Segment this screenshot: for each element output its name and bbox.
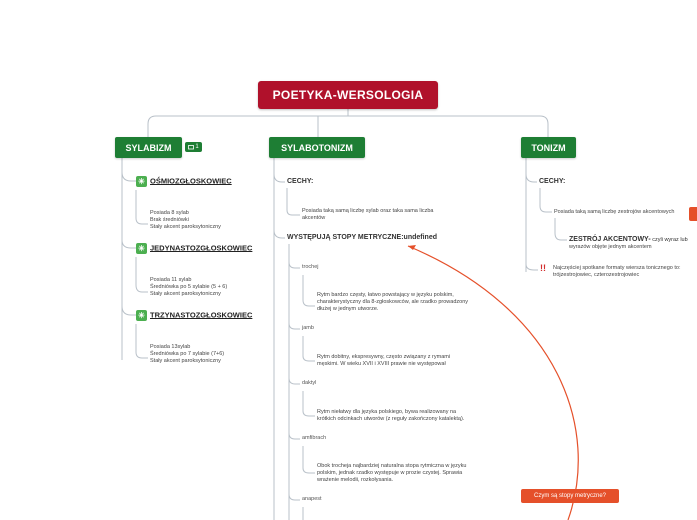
topic-tonizm[interactable] [521,137,576,158]
sparkle-icon: ✳ [136,176,147,187]
foot-trochej[interactable]: trochej [302,264,319,270]
tonizm-title: TONIZM [531,142,566,153]
tonizm-cechy-note: Posiada taką samą liczbę zestrojów akcentowych [554,209,675,215]
foot-jamb-note: Rytm dobitny, ekspresywny, często związany z rymami męskimi. W wieku XVII i XVIII prawie nie występował [317,354,451,367]
foot-daktyl-note: Rytm niełatwy dla języka polskiego, bywa realizowany na krótkich odcinkach utworów (z reguły zakończony katalektą). [317,409,465,422]
sylabizm-item-3[interactable]: ✳ TRZYNASTOZGŁOSKOWIEC [136,310,252,321]
foot-jamb[interactable]: jamb [302,325,314,331]
sparkle-icon: ✳ [136,243,147,254]
sylabizm-item-1-notes: Posiada 8 sylab Brak średniówki Stały akcent paroksytoniczny [150,210,221,230]
foot-anapest[interactable]: anapest [302,496,322,502]
comment-icon [188,145,194,150]
tonizm-formats-note: Najczęściej spotkane formaty wiersza tonicznego to: trójzestrojowiec, czterozestrojowiec [553,265,681,278]
collapsed-topic-marker[interactable] [689,207,697,221]
sylabotonizm-cechy-note: Posiada taką samą liczbę sylab oraz taka sama liczba akcentów [302,208,434,221]
foot-amfibrach[interactable]: amfibrach [302,435,327,441]
root-topic[interactable] [258,81,438,109]
sylabotonizm-cechy[interactable]: CECHY: [287,178,314,185]
topic-sylabizm[interactable] [115,137,182,158]
sylabizm-item-3-notes: Posiada 13sylab Średniówka po 7 sylabie (7+6) Stały akcent paroksytoniczny [150,344,225,364]
sylabotonizm-title: SYLABOTONIZM [281,142,353,153]
tonizm-zestroj-note: wyrazów objęte jednym akcentem [569,244,652,250]
sylabizm-item-2-notes: Posiada 11 sylab Średniówka po 5 sylabie (5 + 6) Stały akcent paroksytoniczny [150,277,228,297]
sylabizm-title: SYLABIZM [125,142,172,153]
comment-badge[interactable] [185,142,202,152]
sylabizm-item-2[interactable]: ✳ JEDYNASTOZGŁOSKOWIEC [136,243,252,254]
root-title: POETYKA-WERSOLOGIA [272,88,424,102]
foot-amfibrach-note: Obok trocheja najbardziej naturalna stopa rytmiczna w języku polskim, jednak rzadko występuje w prozie czystej. Sprawia wrażenie melodii, rozkołysania. [317,463,467,483]
sparkle-icon: ✳ [136,310,147,321]
tonizm-zestroj[interactable]: ZESTRÓJ AKCENTOWY- czyli wyraz lub [569,236,688,243]
sylabizm-item-1[interactable]: ✳ OŚMIOZGŁOSKOWIEC [136,176,232,187]
foot-daktyl[interactable]: daktyl [302,380,317,386]
foot-trochej-note: Rytm bardzo częsty, łatwo powstający w języku polskim, charakterystyczny dla 8-zgłoskowców, ale rzadko prowadzony dłużej w jednym utworze. [317,292,469,312]
comment-count: 1 [195,144,199,150]
priority-exclaim-icon: !! [540,263,546,273]
sylabotonizm-stopy[interactable]: WYSTĘPUJĄ STOPY METRYCZNE:undefined [287,234,437,241]
topic-sylabotonizm[interactable] [269,137,365,158]
floating-topic-stopy-question[interactable]: Czym są stopy metryczne? [521,489,619,503]
tonizm-cechy[interactable]: CECHY: [539,178,566,185]
